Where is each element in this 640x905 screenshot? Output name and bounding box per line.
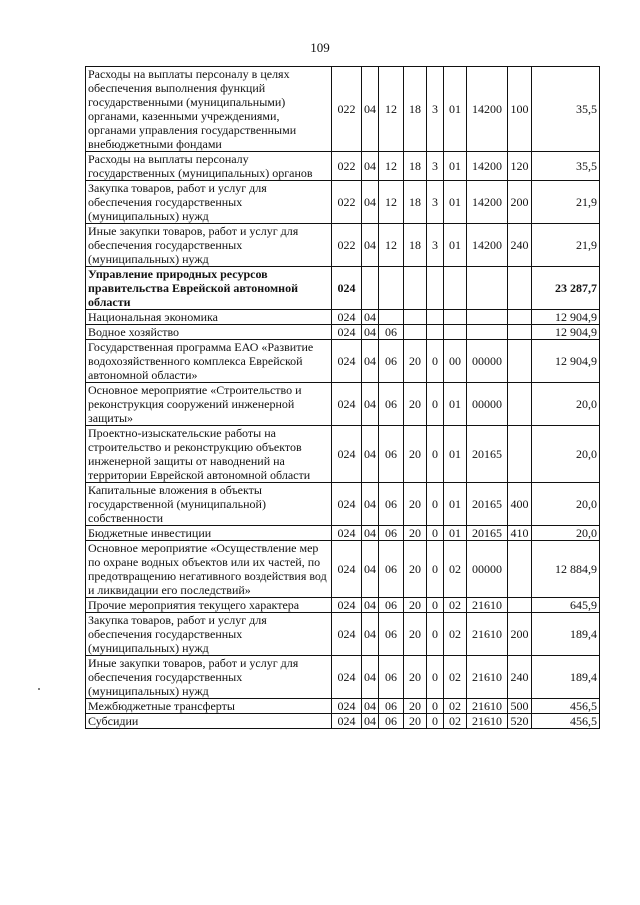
- ministry-code: 024: [332, 526, 362, 541]
- subprogram-code: 3: [427, 67, 444, 152]
- program-code: 20: [404, 426, 427, 483]
- activity-code: [444, 325, 467, 340]
- subprogram-code: 0: [427, 340, 444, 383]
- subprogram-code: 0: [427, 483, 444, 526]
- amount: 35,5: [532, 152, 600, 181]
- ministry-code: 022: [332, 67, 362, 152]
- row-name: Субсидии: [86, 714, 332, 729]
- program-code: 20: [404, 656, 427, 699]
- budget-table: [85, 66, 600, 729]
- subprogram-code: 0: [427, 656, 444, 699]
- expense-type-code: 240: [508, 224, 532, 267]
- subprogram-code: 3: [427, 181, 444, 224]
- subsection-code: 06: [379, 325, 404, 340]
- row-name: Закупка товаров, работ и услуг для обеспечения государственных (муниципальных) нужд: [86, 613, 332, 656]
- activity-code: 02: [444, 699, 467, 714]
- subprogram-code: 0: [427, 613, 444, 656]
- table-row: [86, 526, 600, 541]
- activity-code: [444, 267, 467, 310]
- activity-code: 02: [444, 656, 467, 699]
- amount: 21,9: [532, 224, 600, 267]
- direction-code: 00000: [467, 383, 508, 426]
- amount: 20,0: [532, 383, 600, 426]
- ministry-code: 024: [332, 541, 362, 598]
- section-code: 04: [362, 656, 379, 699]
- table-row: [86, 613, 600, 656]
- table-row: [86, 426, 600, 483]
- program-code: 20: [404, 714, 427, 729]
- section-code: 04: [362, 541, 379, 598]
- expense-type-code: 500: [508, 699, 532, 714]
- subprogram-code: [427, 325, 444, 340]
- row-name: Прочие мероприятия текущего характера: [86, 598, 332, 613]
- expense-type-code: 400: [508, 483, 532, 526]
- section-code: 04: [362, 224, 379, 267]
- expense-type-code: 120: [508, 152, 532, 181]
- scan-speck: [38, 688, 40, 690]
- program-code: 20: [404, 383, 427, 426]
- expense-type-code: 410: [508, 526, 532, 541]
- section-code: 04: [362, 383, 379, 426]
- amount: 645,9: [532, 598, 600, 613]
- table-row: [86, 598, 600, 613]
- row-name: Государственная программа ЕАО «Развитие водохозяйственного комплекса Еврейской автономной области»: [86, 340, 332, 383]
- ministry-code: 022: [332, 152, 362, 181]
- amount: 21,9: [532, 181, 600, 224]
- subprogram-code: 3: [427, 224, 444, 267]
- subprogram-code: 3: [427, 152, 444, 181]
- program-code: 18: [404, 67, 427, 152]
- activity-code: 01: [444, 426, 467, 483]
- row-name: Проектно-изыскательские работы на строительство и реконструкцию объектов инженерной защиты от наводнений на территории Еврейской автономной области: [86, 426, 332, 483]
- row-name: Капитальные вложения в объекты государственной (муниципальной) собственности: [86, 483, 332, 526]
- direction-code: [467, 267, 508, 310]
- direction-code: 21610: [467, 699, 508, 714]
- row-name: Бюджетные инвестиции: [86, 526, 332, 541]
- program-code: 20: [404, 699, 427, 714]
- expense-type-code: 200: [508, 613, 532, 656]
- direction-code: 20165: [467, 426, 508, 483]
- table-row: [86, 152, 600, 181]
- activity-code: 00: [444, 340, 467, 383]
- page-number: 109: [310, 40, 330, 55]
- program-code: 18: [404, 181, 427, 224]
- activity-code: 02: [444, 541, 467, 598]
- subsection-code: 06: [379, 340, 404, 383]
- program-code: 20: [404, 483, 427, 526]
- ministry-code: 024: [332, 699, 362, 714]
- program-code: 20: [404, 340, 427, 383]
- subprogram-code: 0: [427, 426, 444, 483]
- subsection-code: [379, 310, 404, 325]
- subprogram-code: 0: [427, 526, 444, 541]
- direction-code: 14200: [467, 224, 508, 267]
- amount: 12 904,9: [532, 325, 600, 340]
- section-code: [362, 267, 379, 310]
- expense-type-code: 240: [508, 656, 532, 699]
- expense-type-code: 100: [508, 67, 532, 152]
- amount: 12 904,9: [532, 340, 600, 383]
- direction-code: 21610: [467, 656, 508, 699]
- expense-type-code: [508, 541, 532, 598]
- amount: 35,5: [532, 67, 600, 152]
- subsection-code: 12: [379, 152, 404, 181]
- amount: 23 287,7: [532, 267, 600, 310]
- subsection-code: 12: [379, 181, 404, 224]
- direction-code: 00000: [467, 541, 508, 598]
- table-row: [86, 340, 600, 383]
- direction-code: 21610: [467, 598, 508, 613]
- table-row: [86, 541, 600, 598]
- row-name: Основное мероприятие «Осуществление мер по охране водных объектов или их частей, по предотвращению негативного воздействия вод и ликвидации его последствий»: [86, 541, 332, 598]
- section-code: 04: [362, 67, 379, 152]
- activity-code: 01: [444, 181, 467, 224]
- table-row: [86, 267, 600, 310]
- subsection-code: 06: [379, 383, 404, 426]
- row-name: Национальная экономика: [86, 310, 332, 325]
- subsection-code: [379, 267, 404, 310]
- row-name: Расходы на выплаты персоналу в целях обеспечения выполнения функций государственными (муниципальными) органами, казенными учреждениями, органами управления государственными внебюджетными фондами: [86, 67, 332, 152]
- ministry-code: 024: [332, 383, 362, 426]
- section-code: 04: [362, 714, 379, 729]
- activity-code: 02: [444, 714, 467, 729]
- subsection-code: 06: [379, 598, 404, 613]
- program-code: [404, 310, 427, 325]
- subsection-code: 06: [379, 714, 404, 729]
- row-name: Иные закупки товаров, работ и услуг для обеспечения государственных (муниципальных) нужд: [86, 224, 332, 267]
- expense-type-code: [508, 310, 532, 325]
- expense-type-code: [508, 383, 532, 426]
- section-code: 04: [362, 340, 379, 383]
- activity-code: 01: [444, 483, 467, 526]
- direction-code: [467, 310, 508, 325]
- ministry-code: 024: [332, 310, 362, 325]
- subprogram-code: 0: [427, 714, 444, 729]
- ministry-code: 022: [332, 181, 362, 224]
- ministry-code: 024: [332, 340, 362, 383]
- direction-code: 21610: [467, 714, 508, 729]
- direction-code: 14200: [467, 67, 508, 152]
- direction-code: 20165: [467, 483, 508, 526]
- amount: 20,0: [532, 426, 600, 483]
- subprogram-code: 0: [427, 699, 444, 714]
- activity-code: [444, 310, 467, 325]
- table-row: [86, 714, 600, 729]
- section-code: 04: [362, 152, 379, 181]
- direction-code: 14200: [467, 181, 508, 224]
- expense-type-code: [508, 426, 532, 483]
- amount: 189,4: [532, 656, 600, 699]
- subprogram-code: [427, 310, 444, 325]
- section-code: 04: [362, 598, 379, 613]
- ministry-code: 024: [332, 613, 362, 656]
- expense-type-code: [508, 598, 532, 613]
- subsection-code: 12: [379, 224, 404, 267]
- section-code: 04: [362, 181, 379, 224]
- table-row: [86, 325, 600, 340]
- program-code: [404, 325, 427, 340]
- row-name: Межбюджетные трансферты: [86, 699, 332, 714]
- section-code: 04: [362, 426, 379, 483]
- direction-code: 20165: [467, 526, 508, 541]
- expense-type-code: 520: [508, 714, 532, 729]
- subprogram-code: 0: [427, 541, 444, 598]
- ministry-code: 024: [332, 656, 362, 699]
- expense-type-code: [508, 340, 532, 383]
- subsection-code: 06: [379, 483, 404, 526]
- program-code: 20: [404, 526, 427, 541]
- expense-type-code: 200: [508, 181, 532, 224]
- program-code: 18: [404, 152, 427, 181]
- section-code: 04: [362, 483, 379, 526]
- table-row: [86, 483, 600, 526]
- expense-type-code: [508, 325, 532, 340]
- subsection-code: 06: [379, 656, 404, 699]
- activity-code: 01: [444, 383, 467, 426]
- section-code: 04: [362, 310, 379, 325]
- ministry-code: 024: [332, 267, 362, 310]
- subsection-code: 06: [379, 699, 404, 714]
- program-code: 20: [404, 541, 427, 598]
- table-row: [86, 310, 600, 325]
- amount: 20,0: [532, 483, 600, 526]
- program-code: 20: [404, 613, 427, 656]
- program-code: [404, 267, 427, 310]
- direction-code: 14200: [467, 152, 508, 181]
- amount: 12 904,9: [532, 310, 600, 325]
- table-row: [86, 67, 600, 152]
- section-code: 04: [362, 325, 379, 340]
- activity-code: 01: [444, 526, 467, 541]
- row-name: Закупка товаров, работ и услуг для обеспечения государственных (муниципальных) нужд: [86, 181, 332, 224]
- direction-code: 21610: [467, 613, 508, 656]
- amount: 12 884,9: [532, 541, 600, 598]
- expense-type-code: [508, 267, 532, 310]
- ministry-code: 024: [332, 714, 362, 729]
- row-name: Управление природных ресурсов правительства Еврейской автономной области: [86, 267, 332, 310]
- activity-code: 01: [444, 67, 467, 152]
- table-row: [86, 656, 600, 699]
- direction-code: 00000: [467, 340, 508, 383]
- ministry-code: 024: [332, 483, 362, 526]
- row-name: Иные закупки товаров, работ и услуг для обеспечения государственных (муниципальных) нужд: [86, 656, 332, 699]
- activity-code: 01: [444, 152, 467, 181]
- subsection-code: 06: [379, 526, 404, 541]
- program-code: 20: [404, 598, 427, 613]
- subsection-code: 06: [379, 426, 404, 483]
- amount: 189,4: [532, 613, 600, 656]
- subprogram-code: 0: [427, 598, 444, 613]
- table-row: [86, 383, 600, 426]
- amount: 456,5: [532, 714, 600, 729]
- row-name: Водное хозяйство: [86, 325, 332, 340]
- subprogram-code: 0: [427, 383, 444, 426]
- activity-code: 01: [444, 224, 467, 267]
- ministry-code: 022: [332, 224, 362, 267]
- section-code: 04: [362, 526, 379, 541]
- program-code: 18: [404, 224, 427, 267]
- section-code: 04: [362, 613, 379, 656]
- activity-code: 02: [444, 613, 467, 656]
- ministry-code: 024: [332, 426, 362, 483]
- subprogram-code: [427, 267, 444, 310]
- table-row: [86, 224, 600, 267]
- table-row: [86, 699, 600, 714]
- ministry-code: 024: [332, 325, 362, 340]
- ministry-code: 024: [332, 598, 362, 613]
- amount: 20,0: [532, 526, 600, 541]
- row-name: Основное мероприятие «Строительство и реконструкция сооружений инженерной защиты»: [86, 383, 332, 426]
- section-code: 04: [362, 699, 379, 714]
- subsection-code: 06: [379, 541, 404, 598]
- row-name: Расходы на выплаты персоналу государственных (муниципальных) органов: [86, 152, 332, 181]
- subsection-code: 12: [379, 67, 404, 152]
- amount: 456,5: [532, 699, 600, 714]
- subsection-code: 06: [379, 613, 404, 656]
- table-row: [86, 181, 600, 224]
- direction-code: [467, 325, 508, 340]
- activity-code: 02: [444, 598, 467, 613]
